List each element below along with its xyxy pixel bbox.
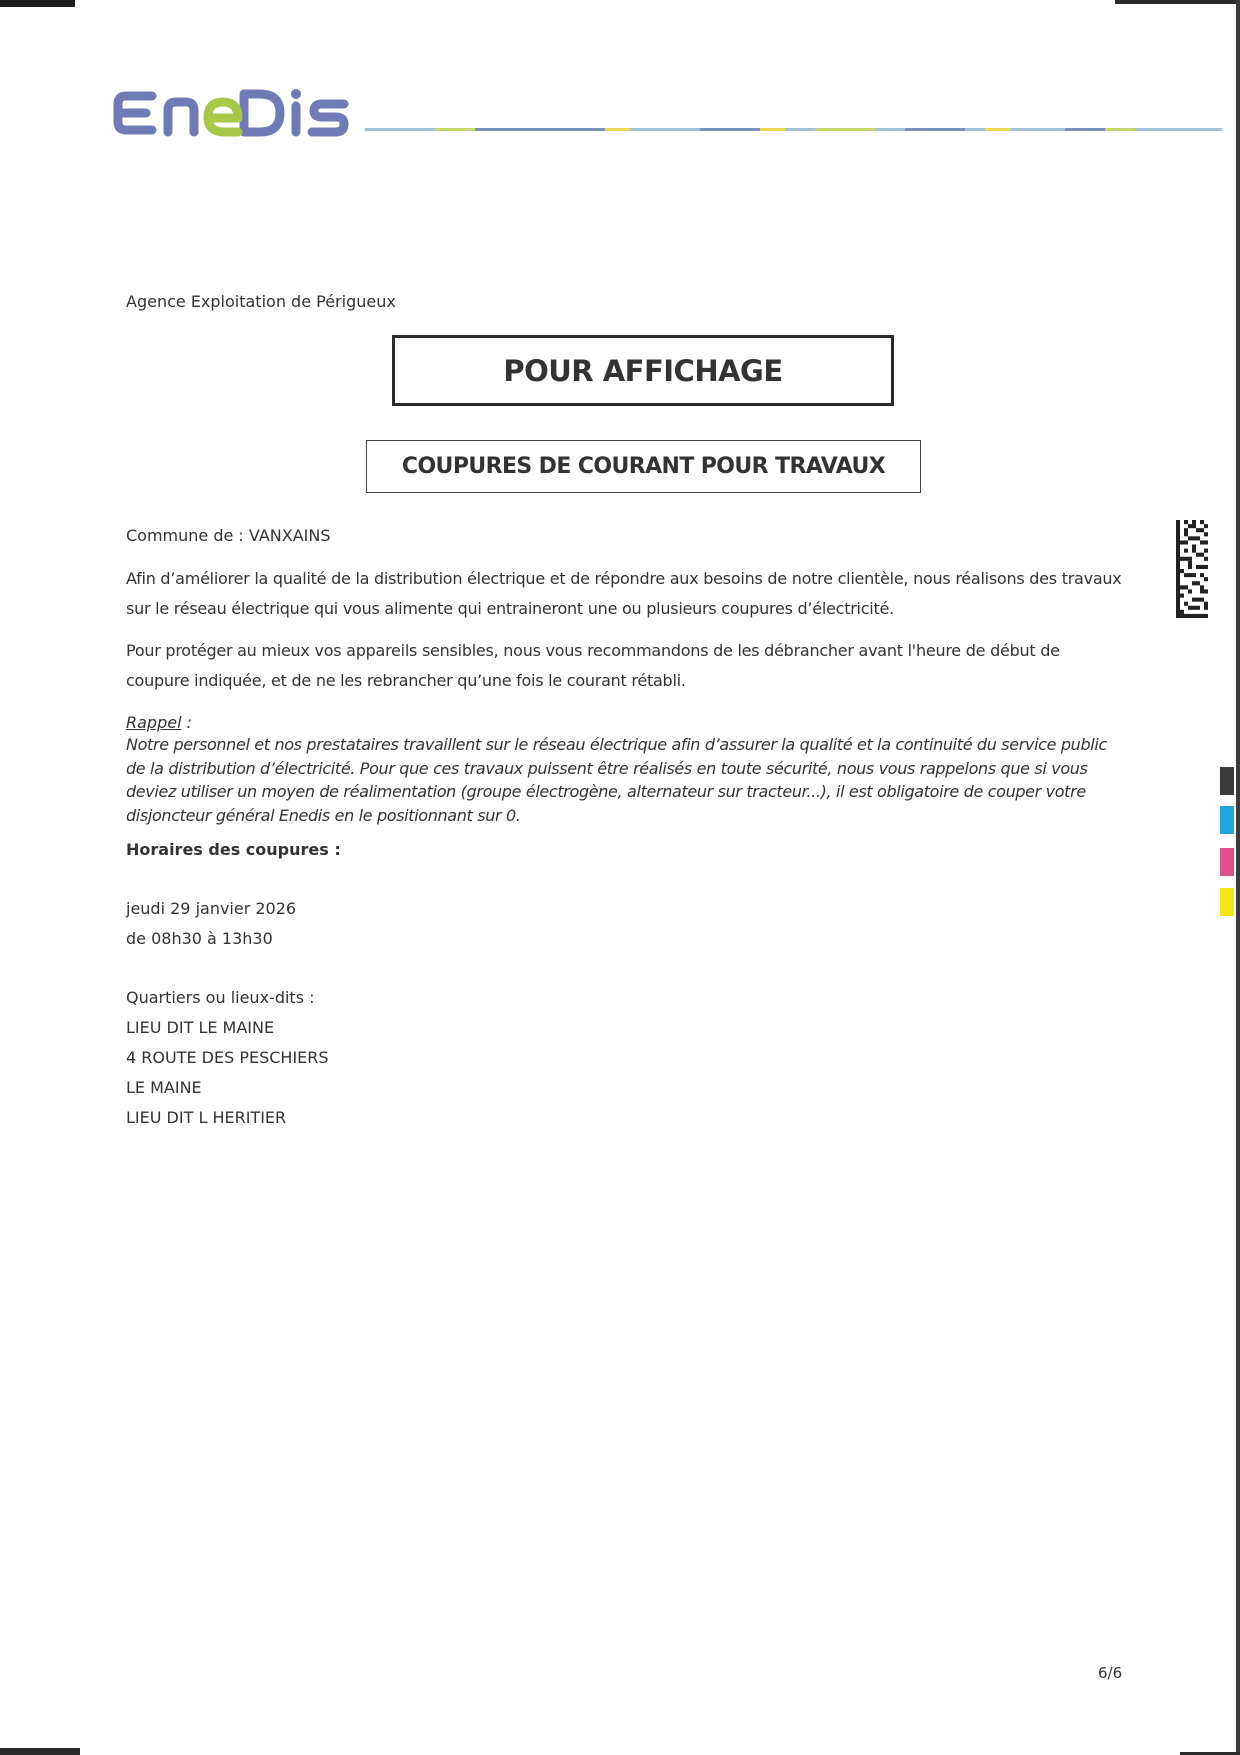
subtitle-text: COUPURES DE COURANT POUR TRAVAUX xyxy=(401,454,886,479)
header-divider-line xyxy=(365,128,1222,131)
rappel-colon: : xyxy=(181,713,193,732)
calibration-square-magenta xyxy=(1220,848,1234,876)
quartier-item: LIEU DIT LE MAINE xyxy=(126,1018,275,1037)
commune-line: Commune de : VANXAINS xyxy=(126,526,331,545)
enedis-logo xyxy=(112,82,352,144)
outage-time: de 08h30 à 13h30 xyxy=(126,929,273,948)
scan-edge-mark xyxy=(1236,0,1240,1755)
rappel-word: Rappel xyxy=(126,713,182,732)
page-number: 6/6 xyxy=(1098,1664,1123,1682)
calibration-square-black xyxy=(1220,767,1234,795)
quartier-item: LE MAINE xyxy=(126,1078,202,1097)
outage-date: jeudi 29 janvier 2026 xyxy=(126,899,297,918)
rappel-label xyxy=(126,713,192,732)
subtitle-box xyxy=(366,440,921,493)
quartiers-label: Quartiers ou lieux-dits : xyxy=(126,988,315,1007)
scan-edge-mark xyxy=(1115,0,1240,4)
advice-paragraph: Pour protéger au mieux vos appareils sensibles, nous vous recommandons de les débrancher avant l'heure de début de coupure indiquée, et de ne les rebrancher qu’une fois le courant rétabli. xyxy=(126,641,1060,690)
horaires-title: Horaires des coupures : xyxy=(126,840,341,859)
scan-edge-mark xyxy=(0,0,75,7)
title-box xyxy=(392,335,894,406)
intro-paragraph: Afin d’améliorer la qualité de la distribution électrique et de répondre aux besoins de notre clientèle, nous réalisons des travaux sur le réseau électrique qui vous alimente qui entraineront une ou plusieurs coupures d’électricité. xyxy=(126,569,1122,618)
rappel-paragraph: Notre personnel et nos prestataires travaillent sur le réseau électrique afin d’assurer la qualité et la continuité du service public de la distribution d’électricité. Pour que ces travaux puissent être réalisés en toute sécurité, nous vous rappelons que si vous deviez utiliser un moyen de réalimentation (groupe électrogène, alternateur sur tracteur...), il est obligatoire de couper votre disjoncteur général Enedis en le positionnant sur 0. xyxy=(126,735,1107,825)
calibration-square-yellow xyxy=(1220,888,1234,916)
quartier-item: LIEU DIT L HERITIER xyxy=(126,1108,287,1127)
datamatrix-barcode xyxy=(1176,520,1208,618)
scan-edge-mark xyxy=(0,1748,80,1755)
title-text: POUR AFFICHAGE xyxy=(503,353,783,388)
agency-name: Agence Exploitation de Périgueux xyxy=(126,292,396,311)
quartier-item: 4 ROUTE DES PESCHIERS xyxy=(126,1048,329,1067)
calibration-square-cyan xyxy=(1220,806,1234,834)
